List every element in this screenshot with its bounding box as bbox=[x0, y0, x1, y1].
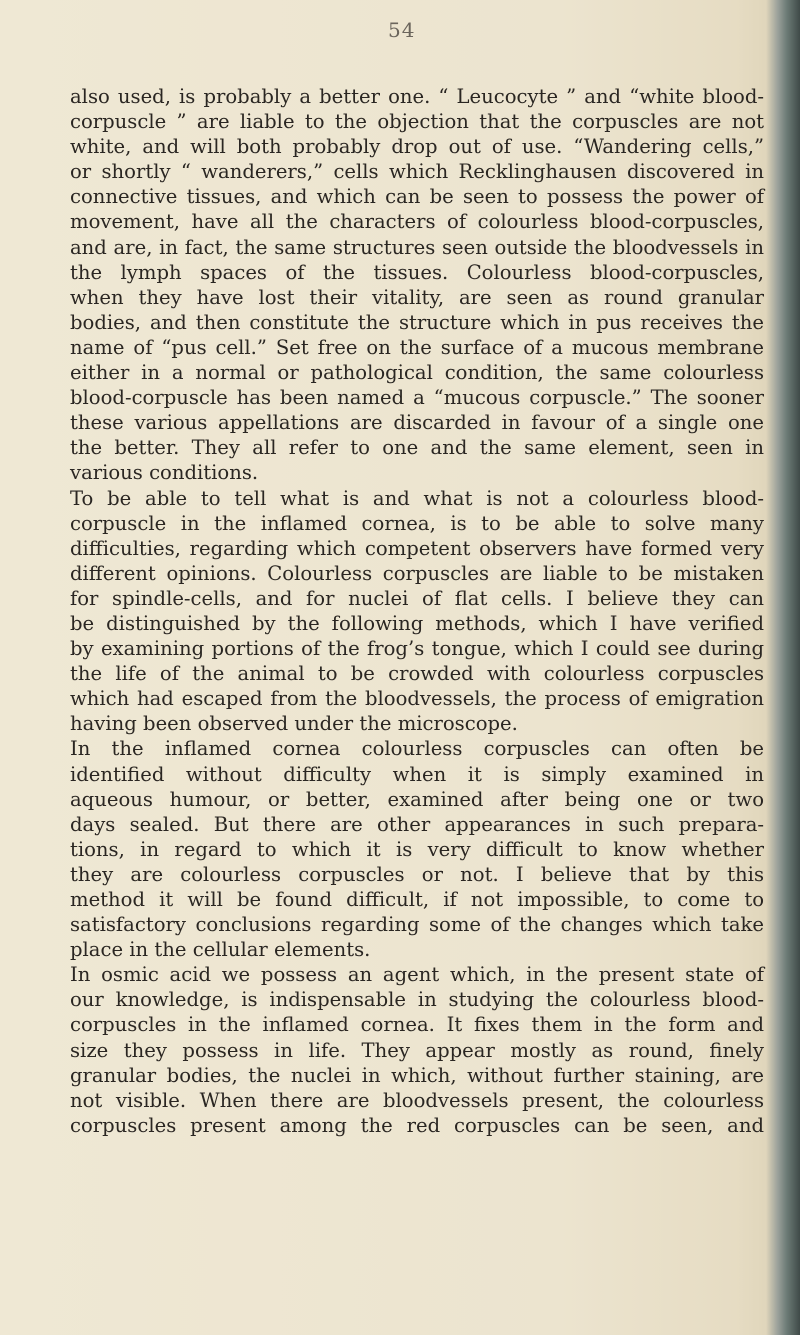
text-line: having been observed under the microscope. bbox=[70, 712, 518, 736]
text-line: or shortly “ wanderers,” cells which Recklinghausen discovered in bbox=[70, 160, 764, 184]
text-line: difficulties, regarding which competent observers have formed very bbox=[70, 536, 764, 560]
text-line: movement, have all the characters of colourless blood-corpuscles, bbox=[70, 210, 764, 234]
text-line: In osmic acid we possess an agent which, in the present state of bbox=[70, 963, 764, 987]
text-line: To be able to tell what is and what is not a colourless blood- bbox=[70, 486, 764, 510]
text-line: our knowledge, is indispensable in studying the colourless blood- bbox=[70, 988, 764, 1012]
text-line: the better. They all refer to one and the same element, seen in bbox=[70, 436, 764, 460]
text-line: place in the cellular elements. bbox=[70, 938, 371, 962]
text-line: various conditions. bbox=[70, 461, 259, 485]
text-line: method it will be found difficult, if not impossible, to come to bbox=[70, 888, 764, 911]
body-text bbox=[70, 84, 764, 1138]
text-line: bodies, and then constitute the structure which in pus receives the bbox=[70, 310, 764, 334]
text-line: blood-corpuscle has been named a “mucous corpuscle.” The sooner bbox=[70, 386, 764, 410]
text-line: In the inflamed cornea colourless corpuscles can often be bbox=[70, 737, 764, 761]
text-line: which had escaped from the bloodvessels, the process of emigration bbox=[70, 687, 764, 711]
text-line: not visible. When there are bloodvessels present, the colourless bbox=[70, 1088, 764, 1112]
text-line: satisfactory conclusions regarding some of the changes which take bbox=[70, 913, 764, 937]
text-line: these various appellations are discarded in favour of a single one bbox=[70, 411, 764, 435]
text-line: days sealed. But there are other appearances in such prepara- bbox=[70, 812, 764, 836]
text-line: connective tissues, and which can be seen to possess the power of bbox=[70, 185, 764, 209]
text-line: also used, is probably a better one. “ Leucocyte ” and “white blood- bbox=[70, 85, 764, 108]
text-line: and are, in fact, the same structures seen outside the bloodvessels in bbox=[70, 235, 764, 259]
text-line: tions, in regard to which it is very difficult to know whether bbox=[70, 837, 764, 861]
text-line: name of “pus cell.” Set free on the surface of a mucous membrane bbox=[70, 335, 764, 359]
paragraph bbox=[70, 486, 764, 737]
text-line: by examining portions of the frog’s tongue, which I could see during bbox=[70, 637, 764, 661]
paragraph bbox=[70, 84, 764, 486]
text-line: size they possess in life. They appear mostly as round, finely bbox=[70, 1038, 764, 1062]
text-line: white, and will both probably drop out of use. “Wandering cells,” bbox=[70, 135, 764, 159]
text-line: when they have lost their vitality, are seen as round granular bbox=[70, 285, 764, 309]
text-line: they are colourless corpuscles or not. I believe that by this bbox=[70, 862, 764, 886]
paragraph bbox=[70, 962, 764, 1138]
text-line: corpuscles present among the red corpuscles can be seen, and bbox=[70, 1113, 764, 1137]
text-line: granular bodies, the nuclei in which, without further staining, are bbox=[70, 1063, 764, 1087]
text-line: the life of the animal to be crowded with colourless corpuscles bbox=[70, 662, 764, 686]
text-line: different opinions. Colourless corpuscles are liable to be mistaken bbox=[70, 561, 764, 585]
text-line: identified without difficulty when it is simply examined in bbox=[70, 762, 764, 786]
text-line: be distinguished by the following methods, which I have verified bbox=[70, 611, 764, 635]
paragraph bbox=[70, 736, 764, 962]
text-line: corpuscle ” are liable to the objection that the corpuscles are not bbox=[70, 110, 764, 134]
text-line: for spindle-cells, and for nuclei of flat cells. I believe they can bbox=[70, 586, 764, 610]
text-line: corpuscle in the inflamed cornea, is to be able to solve many bbox=[70, 511, 764, 535]
text-line: aqueous humour, or better, examined after being one or two bbox=[70, 787, 764, 811]
page-number: 54 bbox=[388, 18, 416, 42]
page-edge-shadow bbox=[766, 0, 800, 1335]
text-line: the lymph spaces of the tissues. Colourless blood-corpuscles, bbox=[70, 260, 764, 284]
text-line: corpuscles in the inflamed cornea. It fixes them in the form and bbox=[70, 1013, 764, 1037]
text-line: either in a normal or pathological condition, the same colourless bbox=[70, 361, 764, 385]
